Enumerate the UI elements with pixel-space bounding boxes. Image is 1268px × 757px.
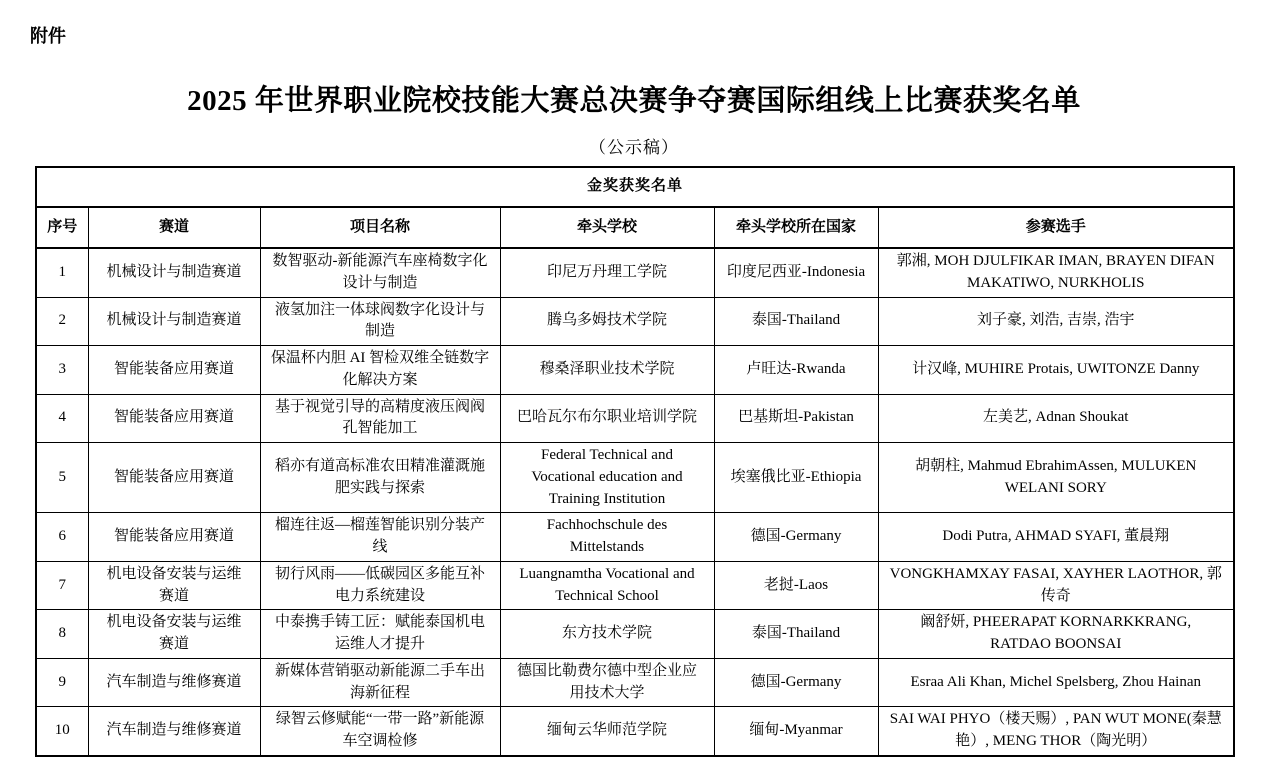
- contestants-cell: 刘子豪, 刘浩, 吉崇, 浩宇: [878, 297, 1234, 346]
- col-header-no: 序号: [36, 207, 88, 248]
- row-number-cell: 6: [36, 513, 88, 562]
- project-cell: 中泰携手铸工匠：赋能泰国机电运维人才提升: [260, 610, 500, 659]
- row-number-cell: 1: [36, 248, 88, 297]
- track-cell: 机电设备安装与运维赛道: [88, 561, 260, 610]
- track-cell: 智能装备应用赛道: [88, 443, 260, 513]
- project-cell: 榴连往返—榴莲智能识别分装产线: [260, 513, 500, 562]
- track-cell: 汽车制造与维修赛道: [88, 658, 260, 707]
- contestants-cell: VONGKHAMXAY FASAI, XAYHER LAOTHOR, 郭传奇: [878, 561, 1234, 610]
- row-number-cell: 10: [36, 707, 88, 756]
- row-number-cell: 3: [36, 346, 88, 395]
- contestants-cell: 计汉峰, MUHIRE Protais, UWITONZE Danny: [878, 346, 1234, 395]
- table-row: [36, 610, 1234, 659]
- project-cell: 绿智云修赋能“一带一路”新能源车空调检修: [260, 707, 500, 756]
- country-cell: 老挝-Laos: [714, 561, 878, 610]
- country-cell: 泰国-Thailand: [714, 610, 878, 659]
- country-cell: 巴基斯坦-Pakistan: [714, 394, 878, 443]
- row-number-cell: 5: [36, 443, 88, 513]
- table-section-header-row: [36, 167, 1234, 207]
- table-row: [36, 394, 1234, 443]
- row-number-cell: 9: [36, 658, 88, 707]
- table-column-header-row: [36, 207, 1234, 248]
- track-cell: 智能装备应用赛道: [88, 394, 260, 443]
- page-subtitle: （公示稿）: [589, 138, 679, 157]
- project-cell: 数智驱动-新能源汽车座椅数字化设计与制造: [260, 248, 500, 297]
- table-row: [36, 513, 1234, 562]
- table-row: [36, 561, 1234, 610]
- contestants-cell: 胡朝柱, Mahmud EbrahimAssen, MULUKEN WELANI SORY: [878, 443, 1234, 513]
- col-header-track: 赛道: [88, 207, 260, 248]
- table-row: [36, 297, 1234, 346]
- country-cell: 德国-Germany: [714, 658, 878, 707]
- country-cell: 泰国-Thailand: [714, 297, 878, 346]
- table-row: [36, 707, 1234, 756]
- page-title: 2025 年世界职业院校技能大赛总决赛争夺赛国际组线上比赛获奖名单: [187, 85, 1081, 117]
- project-cell: 基于视觉引导的高精度液压阀阀孔智能加工: [260, 394, 500, 443]
- project-cell: 液氢加注一体球阀数字化设计与制造: [260, 297, 500, 346]
- track-cell: 汽车制造与维修赛道: [88, 707, 260, 756]
- track-cell: 机械设计与制造赛道: [88, 248, 260, 297]
- country-cell: 埃塞俄比亚-Ethiopia: [714, 443, 878, 513]
- contestants-cell: 郭湘, MOH DJULFIKAR IMAN, BRAYEN DIFAN MAKATIWO, NURKHOLIS: [878, 248, 1234, 297]
- col-header-country: 牵头学校所在国家: [714, 207, 878, 248]
- country-cell: 德国-Germany: [714, 513, 878, 562]
- school-cell: 德国比勒费尔德中型企业应用技术大学: [500, 658, 714, 707]
- school-cell: 腾乌多姆技术学院: [500, 297, 714, 346]
- country-cell: 印度尼西亚-Indonesia: [714, 248, 878, 297]
- track-cell: 智能装备应用赛道: [88, 513, 260, 562]
- contestants-cell: 左美艺, Adnan Shoukat: [878, 394, 1234, 443]
- row-number-cell: 2: [36, 297, 88, 346]
- school-cell: 缅甸云华师范学院: [500, 707, 714, 756]
- track-cell: 机械设计与制造赛道: [88, 297, 260, 346]
- col-header-project: 项目名称: [260, 207, 500, 248]
- row-number-cell: 4: [36, 394, 88, 443]
- country-cell: 缅甸-Myanmar: [714, 707, 878, 756]
- school-cell: Federal Technical and Vocational education and Training Institution: [500, 443, 714, 513]
- gold-award-table: [35, 166, 1235, 757]
- col-header-contestants: 参赛选手: [878, 207, 1234, 248]
- col-header-school: 牵头学校: [500, 207, 714, 248]
- track-cell: 智能装备应用赛道: [88, 346, 260, 395]
- project-cell: 韧行风雨——低碳园区多能互补电力系统建设: [260, 561, 500, 610]
- row-number-cell: 7: [36, 561, 88, 610]
- country-cell: 卢旺达-Rwanda: [714, 346, 878, 395]
- track-cell: 机电设备安装与运维赛道: [88, 610, 260, 659]
- table-row: [36, 346, 1234, 395]
- row-number-cell: 8: [36, 610, 88, 659]
- project-cell: 新媒体营销驱动新能源二手车出海新征程: [260, 658, 500, 707]
- school-cell: 东方技术学院: [500, 610, 714, 659]
- table-row: [36, 248, 1234, 297]
- project-cell: 保温杯内胆 AI 智检双维全链数字化解决方案: [260, 346, 500, 395]
- school-cell: 穆桑泽职业技术学院: [500, 346, 714, 395]
- contestants-cell: SAI WAI PHYO（楼天赐）, PAN WUT MONE(秦慧艳）, MENG THOR（陶光明）: [878, 707, 1234, 756]
- school-cell: Fachhochschule des Mittelstands: [500, 513, 714, 562]
- attachment-label: 附件: [30, 26, 66, 46]
- contestants-cell: Dodi Putra, AHMAD SYAFI, 董晨翔: [878, 513, 1234, 562]
- contestants-cell: Esraa Ali Khan, Michel Spelsberg, Zhou Hainan: [878, 658, 1234, 707]
- school-cell: 印尼万丹理工学院: [500, 248, 714, 297]
- contestants-cell: 阚舒妍, PHEERAPAT KORNARKKRANG, RATDAO BOONSAI: [878, 610, 1234, 659]
- table-row: [36, 443, 1234, 513]
- section-title: 金奖获奖名单: [36, 167, 1234, 207]
- project-cell: 稻亦有道高标准农田精准灌溉施肥实践与探索: [260, 443, 500, 513]
- table-row: [36, 658, 1234, 707]
- school-cell: Luangnamtha Vocational and Technical School: [500, 561, 714, 610]
- school-cell: 巴哈瓦尔布尔职业培训学院: [500, 394, 714, 443]
